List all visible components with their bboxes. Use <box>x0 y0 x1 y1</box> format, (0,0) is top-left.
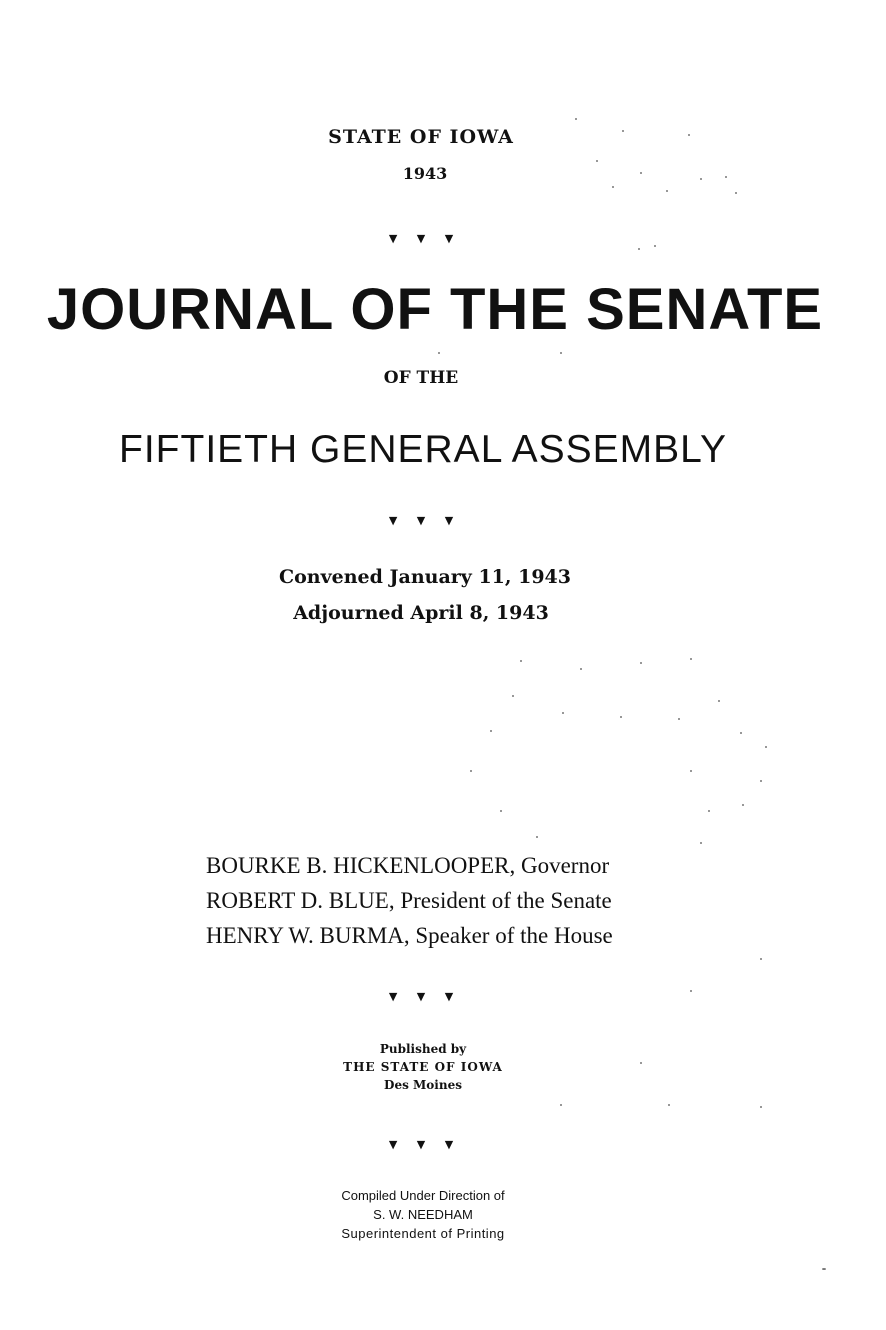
compiled-name: S. W. NEEDHAM <box>373 1207 473 1222</box>
of-the-heading: OF THE <box>383 368 459 388</box>
officer-senate-president: ROBERT D. BLUE, President of the Senate <box>206 888 612 913</box>
assembly-title: FIFTIETH GENERAL ASSEMBLY <box>119 428 727 471</box>
officers-list <box>206 848 613 953</box>
officer-house-speaker: HENRY W. BURMA, Speaker of the House <box>206 923 613 948</box>
state-heading: STATE OF IOWA <box>328 126 514 148</box>
ornament-divider-1: ▼ ▼ ▼ <box>388 232 462 245</box>
compiled-direction: Compiled Under Direction of <box>341 1188 505 1203</box>
journal-title: JOURNAL OF THE SENATE <box>46 277 824 342</box>
year-heading: 1943 <box>402 164 448 183</box>
ornament-divider-2: ▼ ▼ ▼ <box>388 514 462 527</box>
officer-governor: BOURKE B. HICKENLOOPER, Governor <box>206 853 610 878</box>
adjourned-date: Adjourned April 8, 1943 <box>293 602 549 624</box>
publisher-city: Des Moines <box>384 1078 462 1092</box>
ornament-divider-3: ▼ ▼ ▼ <box>388 990 462 1003</box>
compiled-title: Superintendent of Printing <box>341 1226 505 1241</box>
published-by: Published by <box>379 1042 467 1056</box>
ornament-divider-4: ▼ ▼ ▼ <box>388 1138 462 1151</box>
publisher-name: THE STATE OF IOWA <box>343 1060 503 1074</box>
convened-date: Convened January 11, 1943 <box>279 566 571 588</box>
